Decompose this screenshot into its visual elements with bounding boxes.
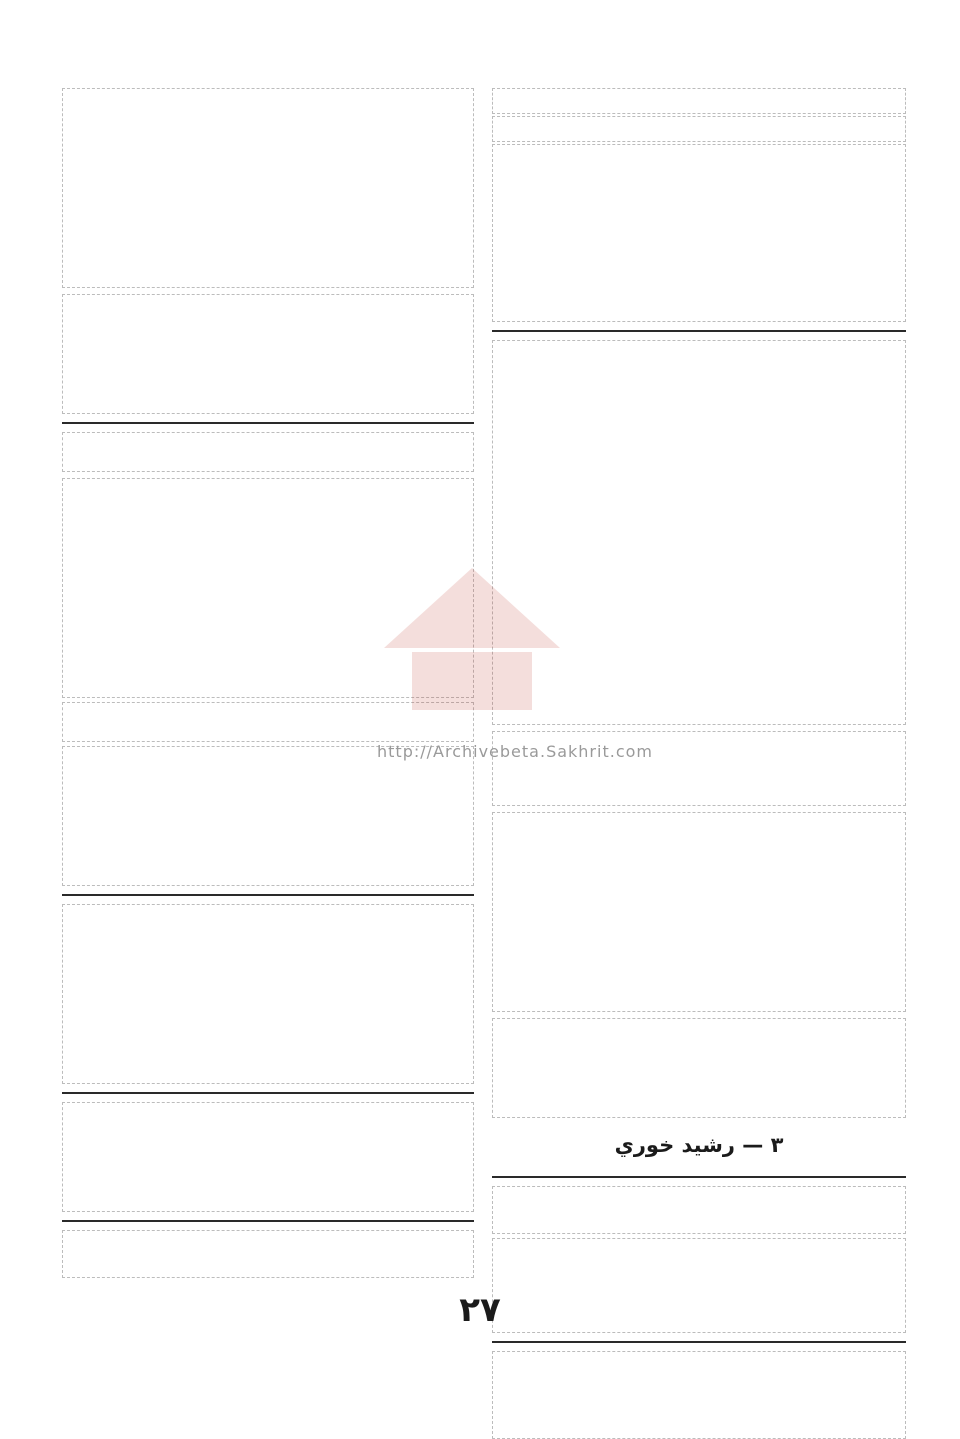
paragraph <box>62 1102 474 1212</box>
paragraph-divider <box>62 422 474 424</box>
paragraph <box>62 294 474 414</box>
paragraph <box>62 904 474 1084</box>
paragraph <box>62 1230 474 1278</box>
paragraph-divider <box>62 894 474 896</box>
paragraph-divider <box>62 1220 474 1222</box>
paragraph <box>62 432 474 472</box>
paragraph <box>62 88 474 288</box>
paragraph <box>62 746 474 886</box>
paragraph <box>492 1351 906 1439</box>
paragraph <box>492 1018 906 1118</box>
list-item <box>492 116 906 142</box>
paragraph-divider <box>492 1341 906 1343</box>
paragraph <box>492 1186 906 1234</box>
paragraph <box>492 144 906 322</box>
list-item <box>492 88 906 114</box>
paragraph-divider <box>62 1092 474 1094</box>
paragraph <box>492 1238 906 1333</box>
paragraph-divider <box>492 1176 906 1178</box>
paragraph <box>492 812 906 1012</box>
archive-watermark-logo <box>372 560 572 720</box>
page-number: ٢٧ <box>459 1290 501 1330</box>
paragraph-divider <box>492 330 906 332</box>
section-heading: ٣ — رشيد خوري <box>614 1133 784 1157</box>
watermark-url: http://Archivebeta.Sakhrit.com <box>377 742 653 761</box>
